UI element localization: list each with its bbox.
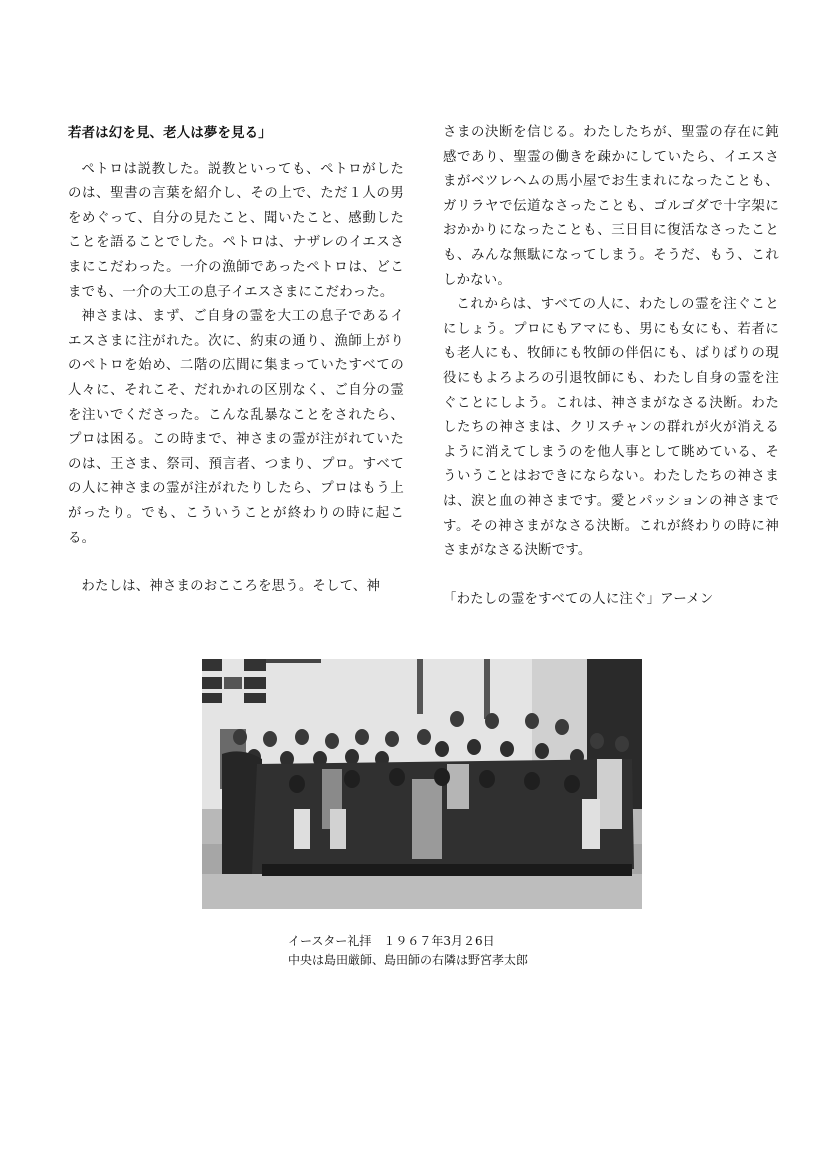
left-column <box>68 121 404 600</box>
caption-line-1: イースター礼拝 １９６７年3月２6日 <box>288 934 495 948</box>
closing-line: 「わたしの霊をすべての人に注ぐ」アーメン <box>443 591 714 607</box>
right-column <box>443 121 779 612</box>
paragraph: これからは、すべての人に、わたしの霊を注ぐことにしょう。プロにもアマにも、男にも女にも、若者にも老人にも、牧師にも牧師の伴侶にも、ばりばりの現役にもよろよろの引退牧師にも、わたし自身の霊を注ぐことにしよう。これは、神さまがなさる決断。わたしたちの神さまは、クリスチャンの群れが火が消えるように消えてしまうのを他人事として眺めている、そういうことはおできにならない。わたしたちの神さまは、涙と血の神さまです。愛とパッションの神さまです。その神さまがなさる決断。これが終わりの時に神さまがなさる決断です。 <box>443 297 779 559</box>
section-heading: 若者は幻を見、老人は夢を見る」 <box>68 125 272 141</box>
paragraph: ペトロは説教した。説教といっても、ペトロがしたのは、聖書の言葉を紹介し、その上で、ただ１人の男をめぐって、自分の見たこと、聞いたこと、感動したことを語ることでした。ペトロは、ナザレのイエスさまにこだわった。一介の漁師であったペトロは、どこまでも、一介の大工の息子イエスさまにこだわった。 <box>68 161 404 300</box>
paragraph: さまの決断を信じる。わたしたちが、聖霊の存在に鈍感であり、聖霊の働きを疎かにしていたら、イエスさまがベツレヘムの馬小屋でお生まれになったことも、ガリラヤで伝道なさったことも、ゴルゴダで十字架におかかりになったことも、三日目に復活なさったことも、みんな無駄になってしまう。そうだ、もう、これしかない。 <box>443 125 779 288</box>
paragraph: わたしは、神さまのおこころを思う。そして、神 <box>81 579 381 595</box>
caption-line-2: 中央は島田厳師、島田師の右隣は野宮孝太郎 <box>288 953 529 967</box>
group-photo <box>202 659 642 909</box>
paragraph: 神さまは、まず、ご自身の霊を大工の息子であるイエスさまに注がれた。次に、約束の通り、漁師上がりのペトロを始め、二階の広間に集まっていたすべての人々に、それこそ、だれかれの区別なく、ご自分の霊を注いでくださった。こんな乱暴なことをされたら、プロは困る。この時まで、神さまの霊が注がれていたのは、王さま、祭司、預言者、つまり、プロ。すべての人に神さまの霊が注がれたりしたら、プロはもう上がったり。でも、こういうことが終わりの時に起こる。 <box>68 309 404 546</box>
group-photo-illustration <box>202 659 642 909</box>
photo-caption <box>288 932 608 970</box>
